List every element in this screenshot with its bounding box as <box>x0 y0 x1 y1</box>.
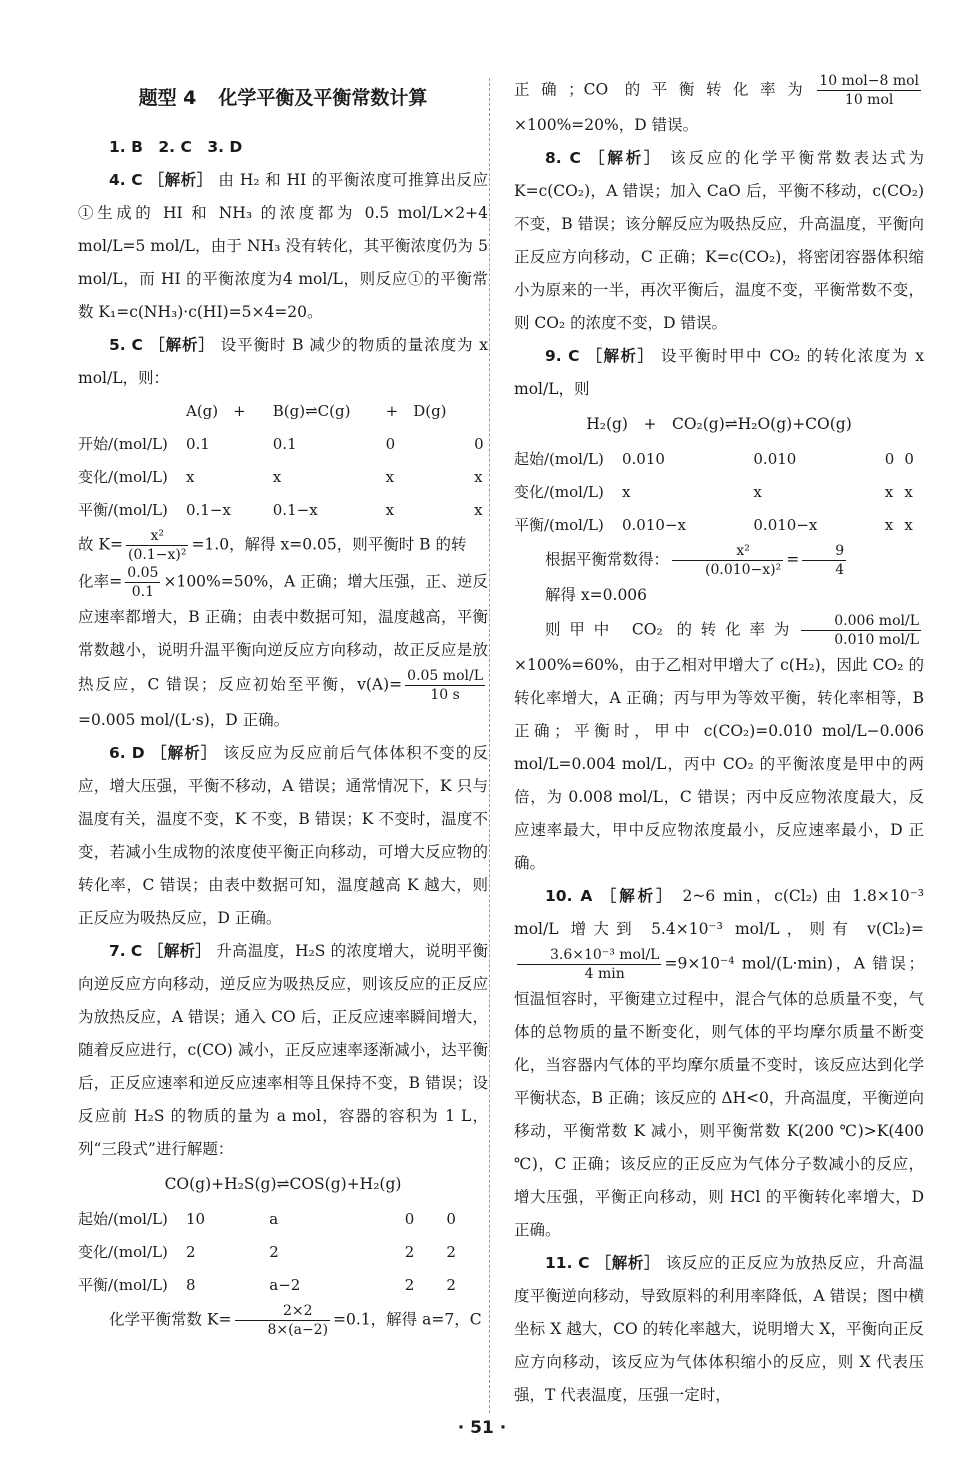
table-row: 变化/(mol/L) 2 2 2 2 <box>78 1243 456 1261</box>
section-title <box>78 82 488 115</box>
q7-k-formula: 化学平衡常数 K= $\frac{2\times 2}{8\times(a-2)}$ =0.1，解得 a=7，C <box>109 1303 482 1338</box>
table-row: 变化/(mol/L) x x x x <box>78 468 483 486</box>
question-7: 7. C ［解析］ 升高温度，H₂S 的浓度增大，说明平衡向逆反应方向移动，逆反应为吸热反应，则该反应的正反应为放热反应，A 错误；通入 CO 后，正反应速率瞬间增大，随着反应进行，c(CO) 减小，正反应速率逐渐减小，达平衡后，正反应速率和逆反应速率相等且保持不变，B 错误；设反应前 H₂S 的物质的量为 a mol，容器的容积为 1 L，列“三段式”进行解题： <box>78 942 488 1158</box>
table-row: 平衡/(mol/L) 0.1−x 0.1−x x x <box>78 501 483 519</box>
question-5: 5. C ［解析］ 设平衡时 B 减少的物质的量浓度为 x mol/L，则： <box>78 336 488 387</box>
table-row: A(g) + B(g)⇌C(g) + D(g) <box>186 402 447 420</box>
q7-equation: CO(g)+H₂S(g)⇌COS(g)+H₂(g) <box>164 1175 402 1193</box>
table-row: 开始/(mol/L) 0.1 0.1 0 0 <box>78 435 484 453</box>
question-6: 6. D ［解析］ 该反应为反应前后气体体积不变的反应，增大压强，平衡不移动，A 错误；通常情况下，K 只与温度有关，温度不变，K 不变，B 错误；K 不变时，温度不变，若减小生成物的浓度使平衡正向移动，可增大反应物的转化率，C 错误；由表中数据可知，温度越高 K 越大，则正反应为吸热反应，D 正确。 <box>78 744 488 927</box>
left-column <box>78 72 488 1339</box>
question-8: 8. C ［解析］ 该反应的化学平衡常数表达式为 K=c(CO₂)，A 错误；加入 CaO 后，平衡不移动，c(CO₂) 不变，B 错误；该分解反应为吸热反应，升高温度，平衡向正反应方向移动，C 正确；K=c(CO₂)，将密闭容器体积缩小为原来的一半，再次平衡后，温度不变，平衡常数不变，则 CO₂ 的浓度不变，D 错误。 <box>514 149 924 332</box>
table-row: 起始/(mol/L) 10 a 0 0 <box>78 1210 456 1228</box>
answers-1-3: 1. B 2. C 3. D <box>109 138 243 156</box>
title-text: 化学平衡及平衡常数计算 <box>218 87 428 109</box>
q5-k-formula: 故 K= $\frac{\text{x²}}{\text{(0.1−x)²}}$ =1.0，解得 x=0.05，则平衡时 B 的转 <box>78 528 467 563</box>
q9-ice-table <box>514 443 924 542</box>
question-10: 10. A ［解析］ 2~6 min，c(Cl₂) 由 1.8×10⁻³ mol/L 增大到 5.4×10⁻³ mol/L，则有 v(Cl₂)= $\frac{\text{3.6×10⁻³ mol/L}}{4 \min}$ =9×10⁻⁴ mol/(L·min)，A 错误；恒温恒容时，平衡建立过程中，混合气体的总质量不变，气体的总物质的量不断变化，则气体的平均摩尔质量不断变化，当容器内气体的平均摩尔质量不变时，该反应达到化学平衡状态，B 正确；该反应的 ΔH<0，升高温度，平衡逆向移动，平衡常数 K 减小，则平衡常数 K(200 ℃)>K(400 ℃)，C 正确；该反应的正反应为气体分子数减小的反应，增大压强，平衡正向移动，则 HCl 的平衡转化率增大，D 正确。 <box>514 887 924 1239</box>
q5-ice-table <box>78 395 488 527</box>
question-11: 11. C ［解析］ 该反应的正反应为放热反应，升高温度平衡逆向移动，导致原料的利用率降低，A 错误；图中横坐标 X 越大，CO 的转化率越大，说明增大 X，平衡向正反应方向移动，该反应为气体体积缩小的反应，则 X 代表压强，T 代表温度，压强一定时， <box>514 1254 924 1404</box>
column-divider <box>489 78 490 1413</box>
title-label: 题型 4 <box>138 87 197 109</box>
q9-k-formula: 根据平衡常数得： $\frac{\text{x²}}{\text{(0.010−x)²}}$ = $\frac{9}{4}$ <box>545 543 845 578</box>
q7-continuation: 正确；CO 的平衡转化率为 $\frac{\text{10 mol−8 mol}}{\text{10 mol}}$ ×100%=20%，D 错误。 <box>514 73 919 134</box>
q9-conversion: 则甲中 CO₂ 的转化率为 $\frac{\text{0.006 mol/L}}{\text{0.010 mol/L}}$ ×100%=60%，由于乙相对甲增大了 c(H₂)，因此 CO₂ 的转化率增大，A 正确；丙与甲为等效平衡，转化率相等，B 正确；平衡时，甲中 c(CO₂)=0.010 mol/L−0.006 mol/L=0.004 mol/L，丙中 CO₂ 的平衡浓度是甲中的两倍，为 0.008 mol/L，C 错误；丙中反应物浓度最大，反应速率最大，甲中反应物浓度最小，反应速率最小，D 正确。 <box>514 613 924 872</box>
q7-ice-table <box>78 1203 488 1302</box>
table-row: 起始/(mol/L) 0.010 0.010 0 0 <box>514 450 914 468</box>
question-9: 9. C ［解析］ 设平衡时甲中 CO₂ 的转化浓度为 x mol/L，则 <box>514 347 924 398</box>
table-row: 平衡/(mol/L) 8 a−2 2 2 <box>78 1276 456 1294</box>
q5-conversion: 化率= $\frac{0.05}{0.1}$ ×100%=50%，A 正确；增大压强，正、逆反应速率都增大，B 正确；由表中数据可知，温度越高，平衡常数越小，说明升温平衡向逆反应方向移动，故正反应是放热反应，C 错误；反应初始至平衡，v(A)= $\frac{\text{0.05 mol/L}}{10 s}$ =0.005 mol/(L·s)，D 正确。 <box>78 565 488 729</box>
question-4: 4. C ［解析］ 由 H₂ 和 HI 的平衡浓度可推算出反应①生成的 HI 和 NH₃ 的浓度都为 0.5 mol/L×2+4 mol/L=5 mol/L，由于 NH₃ 没有转化，其平衡浓度仍为 5 mol/L，而 HI 的平衡浓度为4 mol/L，则反应①的平衡常数 K₁=c(NH₃)·c(HI)=5×4=20。 <box>78 171 488 321</box>
table-row: 平衡/(mol/L) 0.010−x 0.010−x x x <box>514 516 913 534</box>
page-number: · 51 · <box>457 1418 507 1438</box>
table-row: 变化/(mol/L) x x x x <box>514 483 913 501</box>
right-column <box>514 72 924 1412</box>
q9-solve: 解得 x=0.006 <box>545 586 648 604</box>
q9-equation: H₂(g) + CO₂(g)⇌H₂O(g)+CO(g) <box>586 415 852 433</box>
